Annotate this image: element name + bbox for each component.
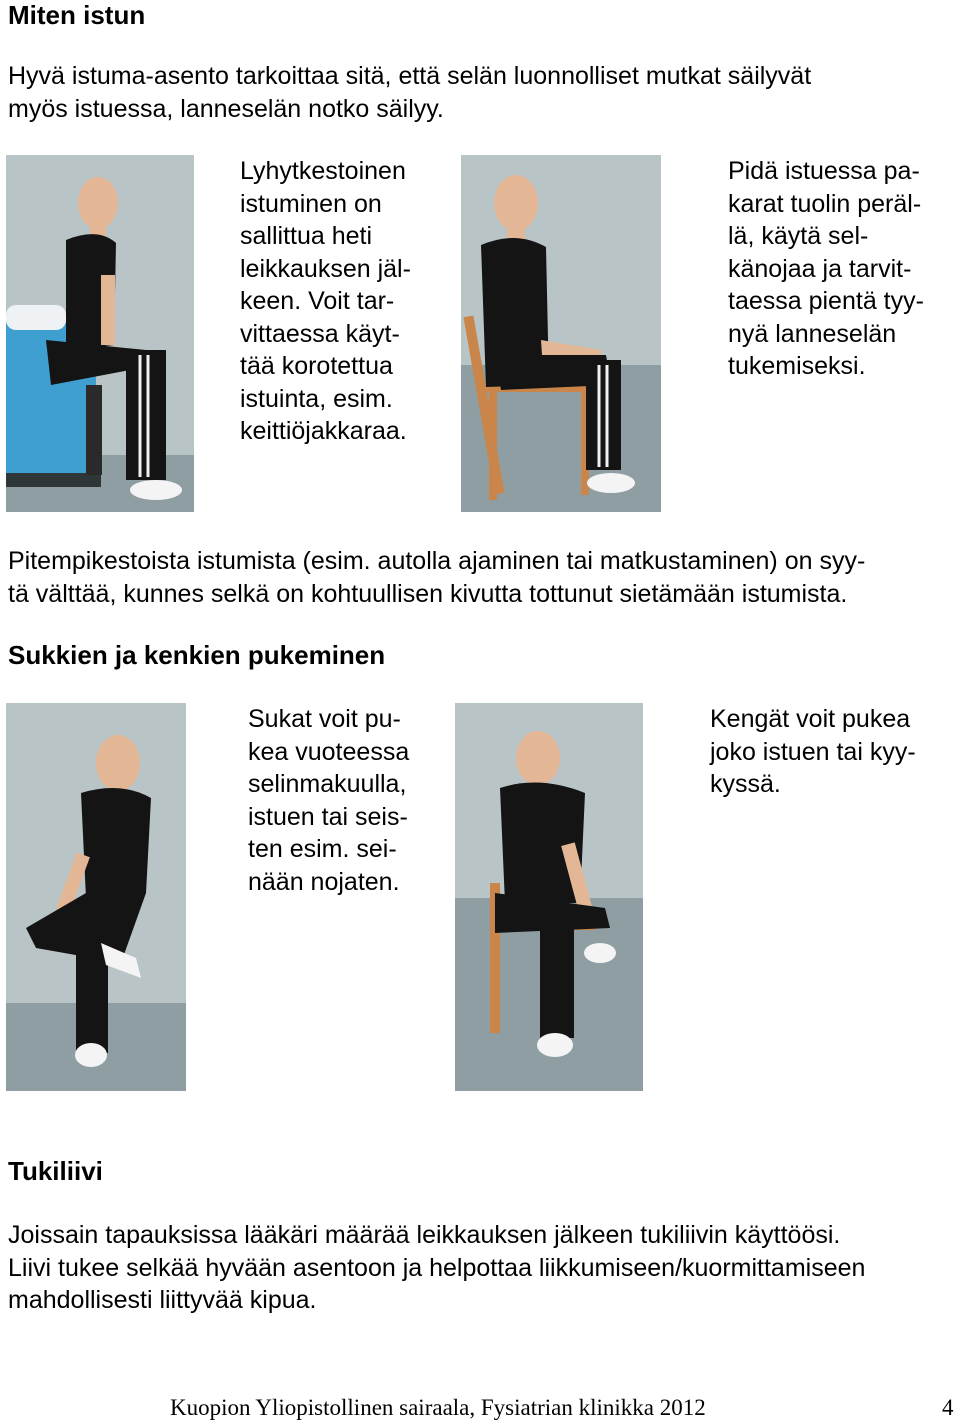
caption-line: nyä lanneselän <box>728 319 897 348</box>
support-vest-body <box>8 1219 865 1317</box>
caption-socks <box>248 703 409 898</box>
photo-sitting-on-bed <box>6 155 194 512</box>
photo-putting-on-socks <box>6 703 186 1091</box>
page-number: 4 <box>942 1395 954 1420</box>
caption-line: sallittua heti <box>240 222 373 250</box>
caption-sitting-left <box>240 155 411 448</box>
footer-text: Kuopion Yliopistollinen sairaala, Fysiatrian klinikka 2012 <box>170 1395 706 1420</box>
sitting-note-line: Pitempikestoista istumista (esim. autolla ajaminen tai matkustaminen) on syy- <box>8 547 866 575</box>
support-vest-line: Liivi tukee selkää hyvään asentoon ja helpottaa liikkumiseen/kuormittamiseen <box>8 1253 866 1282</box>
caption-line: känojaa ja tarvit- <box>728 254 912 283</box>
section-title-socks-shoes: Sukkien ja kenkien pukeminen <box>8 640 386 670</box>
section-title-sitting: Miten istun <box>8 0 146 30</box>
sitting-intro-line: myös istuessa, lanneselän notko säilyy. <box>8 94 444 123</box>
sitting-intro <box>8 60 811 125</box>
caption-line: Kengät voit pukea <box>710 705 911 733</box>
caption-line: tukemiseksi. <box>728 352 866 380</box>
caption-line: vittaessa käyt- <box>240 319 400 348</box>
support-vest-line: Joissain tapauksissa lääkäri määrää leikkauksen jälkeen tukiliivin käyttöösi. <box>8 1221 841 1249</box>
sitting-intro-line: Hyvä istuma-asento tarkoittaa sitä, että selän luonnolliset mutkat säilyvät <box>8 62 812 90</box>
caption-line: istuinta, esim. <box>240 384 393 413</box>
caption-line: istuminen on <box>240 189 382 218</box>
photo-sitting-on-chair <box>461 155 661 512</box>
caption-line: keittiöjakkaraa. <box>240 417 407 445</box>
section-title-support-vest: Tukiliivi <box>8 1156 103 1186</box>
caption-line: karat tuolin peräl- <box>728 189 922 218</box>
caption-line: lä, käytä sel- <box>728 222 869 250</box>
caption-line: joko istuen tai kyy- <box>710 737 916 766</box>
caption-line: Pidä istuessa pa- <box>728 157 920 185</box>
caption-line: kea vuoteessa <box>248 737 410 766</box>
caption-line: Sukat voit pu- <box>248 705 401 733</box>
caption-line: selinmakuulla, <box>248 770 407 798</box>
sitting-note <box>8 545 865 610</box>
caption-shoes <box>710 703 916 801</box>
caption-sitting-right <box>728 155 924 383</box>
sitting-note-line: tä välttää, kunnes selkä on kohtuullisen kivutta tottunut sietämään istumista. <box>8 579 848 608</box>
caption-line: taessa pientä tyy- <box>728 287 924 315</box>
caption-line: nään nojaten. <box>248 867 400 896</box>
support-vest-line: mahdollisesti liittyvää kipua. <box>8 1286 317 1314</box>
photo-putting-on-shoes <box>455 703 643 1091</box>
caption-line: keen. Voit tar- <box>240 287 395 315</box>
caption-line: leikkauksen jäl- <box>240 254 411 283</box>
caption-line: istuen tai seis- <box>248 802 408 831</box>
caption-line: ten esim. sei- <box>248 835 397 863</box>
caption-line: tää korotettua <box>240 352 393 380</box>
caption-line: Lyhytkestoinen <box>240 157 406 185</box>
caption-line: kyssä. <box>710 770 781 798</box>
